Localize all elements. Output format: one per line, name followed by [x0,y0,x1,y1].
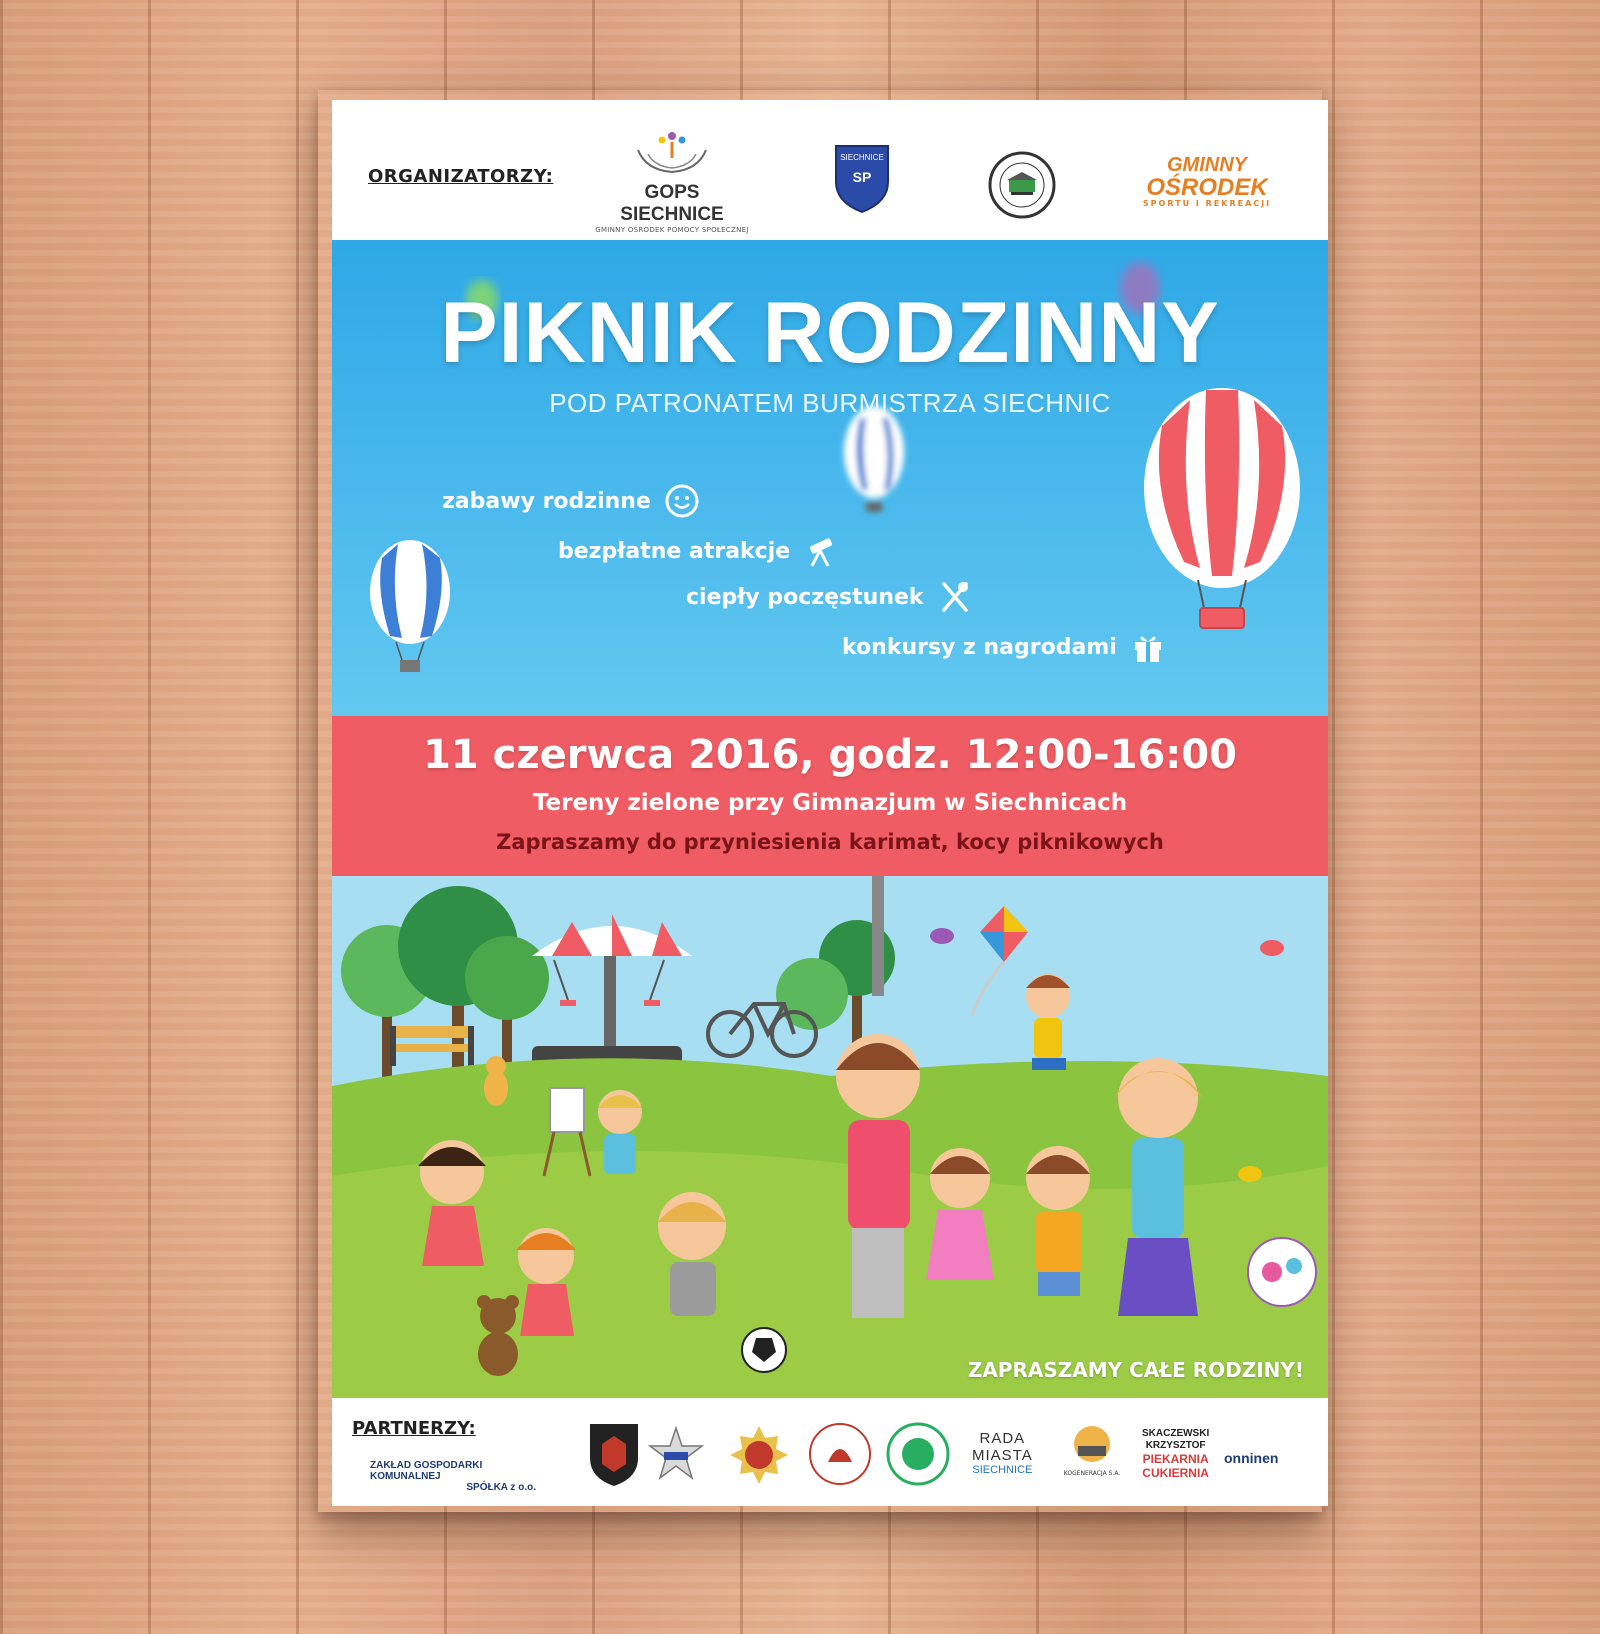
gosir-mid: OŚRODEK [1146,174,1268,201]
zec-label: KOGENERACJA S.A. [1063,1470,1121,1477]
skacz-line3: PIEKARNIA [1142,1452,1209,1466]
rada-line2: MIASTA [972,1447,1033,1464]
zgk-logo [352,1460,552,1493]
feature-label: ciepły poczęstunek [686,584,924,610]
skacz-line1: SKACZEWSKI [1142,1428,1210,1439]
zec-logo [1062,1424,1122,1477]
event-date-time: 11 czerwca 2016, godz. 12:00-16:00 [423,732,1237,778]
police-star-icon [648,1426,704,1482]
gops-hands-icon [632,128,712,176]
sp-top-text: SIECHNICE [840,153,884,162]
rada-miasta-logo [972,1430,1033,1476]
feature-label: bezpłatne atrakcje [558,538,791,564]
gops-name: GOPS SIECHNICE [620,182,724,225]
zec-sun-icon [1072,1424,1112,1464]
poster [332,100,1328,1506]
skaczewski-logo [1142,1428,1209,1480]
event-invite: Zapraszamy do przyniesienia karimat, kocy piknikowych [496,830,1164,854]
gimnazjum-logo [982,150,1062,224]
telescope-icon [804,534,838,568]
event-info-band [332,716,1328,876]
organizers-label: ORGANIZATORZY: [368,166,554,187]
soccer-ball-icon [742,1328,786,1372]
zgk-line1: ZAKŁAD GOSPODARKI KOMUNALNEJ [370,1460,483,1482]
feature-label: zabawy rodzinne [442,488,651,514]
cat-icon [484,1056,508,1106]
sp-logo [832,142,892,218]
green-association-badge-icon [886,1422,950,1486]
gosir-logo [1132,154,1282,208]
partners-bar [332,1398,1328,1506]
feature-warm-food [686,580,972,614]
sp-bottom-text: SP [852,169,872,185]
zgk-line2: SPÓŁKA z o.o. [466,1482,536,1493]
feature-free-attractions [558,534,838,568]
straz-miejska-badge-icon [588,1420,640,1488]
gops-logo [592,128,752,234]
fire-brigade-badge-icon [728,1424,790,1486]
bee-icon [1238,1166,1262,1182]
partners-label: PARTNERZY: [352,1418,476,1439]
onninen-logo: onninen [1224,1450,1279,1466]
rada-line1: RADA [979,1430,1026,1447]
skacz-line4: CUKIERNIA [1142,1466,1209,1480]
gops-sub: GMINNY OŚRODEK POMOCY SPOŁECZNEJ [595,226,749,234]
rodzinka-badge-icon [1248,1238,1316,1306]
sky-section [332,240,1328,716]
gosir-top: GMINNY [1167,154,1247,176]
organizers-bar [332,100,1328,240]
sports-club-badge-icon [808,1422,872,1486]
small-striped-balloon-icon [370,540,450,672]
feature-contests [842,630,1165,664]
page-title: PIKNIK RODZINNY [440,285,1220,381]
skacz-line2: KRZYSZTOF [1145,1440,1206,1451]
gosir-sub: SPORTU I REKREACJI [1142,199,1272,208]
feature-label: konkursy z nagrodami [842,634,1117,660]
big-striped-balloon-icon [1144,388,1300,628]
feature-family-fun [442,484,699,518]
park-illustration [332,876,1328,1398]
lamp-pole [872,876,884,996]
gift-icon [1131,630,1165,664]
blurred-blue-balloon-icon [844,406,904,512]
smiley-icon [665,484,699,518]
fork-knife-icon [938,580,972,614]
rada-line3: SIECHNICE [972,1464,1033,1476]
closing-message: ZAPRASZAMY CAŁE RODZINY! [967,1358,1304,1382]
page-subtitle: POD PATRONATEM BURMISTRZA SIECHNIC [549,388,1111,418]
event-place: Tereny zielone przy Gimnazjum w Siechnicach [532,790,1128,816]
